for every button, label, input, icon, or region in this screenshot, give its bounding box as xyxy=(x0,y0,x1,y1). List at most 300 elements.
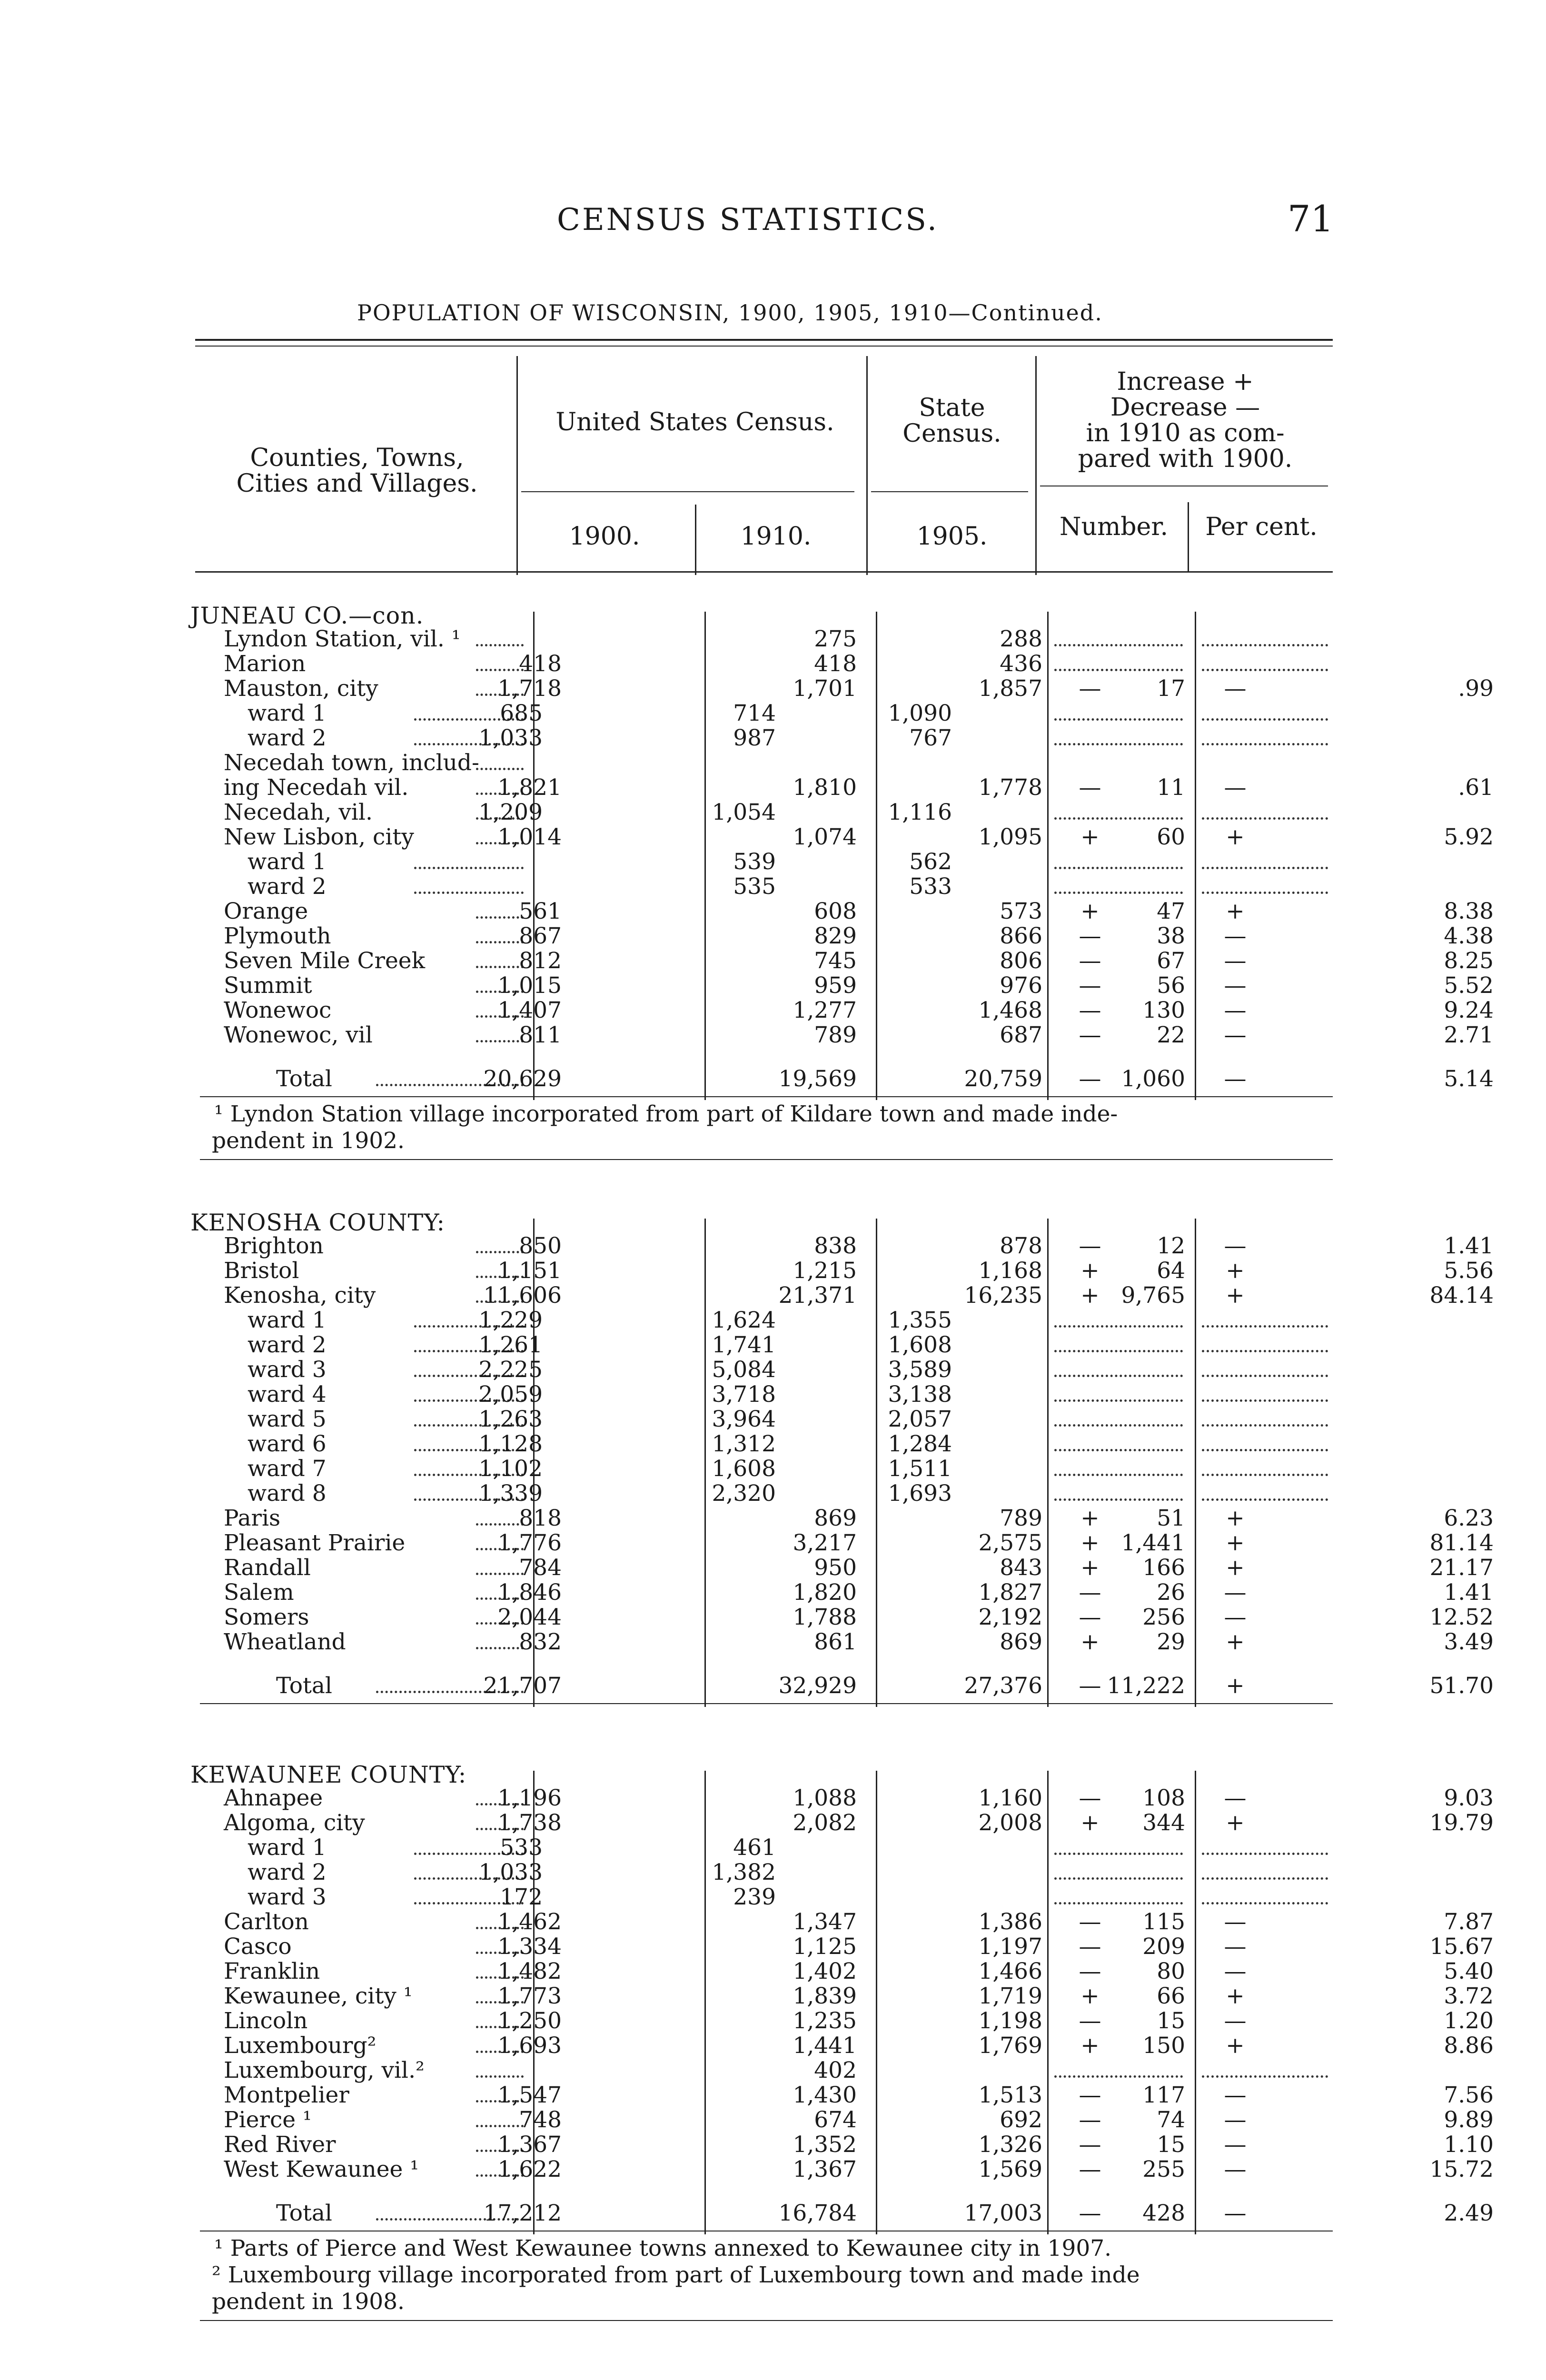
header-divider-4 xyxy=(695,505,696,575)
table-row xyxy=(0,1580,1546,1605)
table-row xyxy=(0,1308,1546,1333)
leader-dots xyxy=(476,2075,524,2078)
table-row xyxy=(0,1333,1546,1358)
place-name: Salem xyxy=(224,1579,294,1606)
change-sign: — xyxy=(1079,2082,1101,2108)
change-number: 17 xyxy=(1157,675,1185,702)
change-percent: 4.38 xyxy=(1444,923,1494,949)
value-1910: 1,382 xyxy=(712,1859,776,1885)
header-mid-rule-2 xyxy=(871,491,1028,492)
change-sign: — xyxy=(1079,1958,1101,1984)
change-sign: — xyxy=(1079,2008,1101,2034)
place-name: ward 3 xyxy=(248,1884,327,1910)
value-1910: 418 xyxy=(814,651,857,677)
value-1905: 562 xyxy=(909,849,952,875)
value-1905: 1,386 xyxy=(978,1909,1042,1935)
change-percent: 1.10 xyxy=(1444,2132,1494,2158)
table-row xyxy=(0,2009,1546,2033)
change-percent: 9.24 xyxy=(1444,997,1494,1023)
change-percent: 8.86 xyxy=(1444,2033,1494,2059)
change-number: 130 xyxy=(1142,997,1185,1023)
increase-dots xyxy=(1054,1424,1183,1427)
change-percent: 15.67 xyxy=(1429,1934,1494,1960)
increase-dots xyxy=(1054,1474,1183,1476)
leader-dots xyxy=(476,1523,524,1526)
percent-dots xyxy=(1202,1498,1328,1501)
table-row xyxy=(0,1605,1546,1630)
total-percent: 2.49 xyxy=(1444,2200,1494,2226)
value-1910: 1,235 xyxy=(793,2008,857,2034)
percent-sign: + xyxy=(1226,1505,1245,1531)
place-name: Red River xyxy=(224,2132,336,2158)
place-name: ward 1 xyxy=(248,1307,327,1333)
value-1905: 1,197 xyxy=(978,1934,1042,1960)
value-1910: 1,125 xyxy=(793,1934,857,1960)
place-name: Somers xyxy=(224,1604,309,1630)
table-row xyxy=(0,1283,1546,1308)
table-row xyxy=(0,2157,1546,2182)
value-1900: 867 xyxy=(519,923,562,949)
value-1905: 866 xyxy=(1000,923,1042,949)
value-1910: 1,088 xyxy=(793,1785,857,1811)
value-1900: 1,462 xyxy=(497,1909,562,1935)
value-1900: 1,718 xyxy=(497,675,562,702)
percent-dots xyxy=(1202,1399,1328,1402)
table-row xyxy=(0,1382,1546,1407)
value-1900: 1,015 xyxy=(497,972,562,999)
value-1910: 402 xyxy=(814,2057,857,2083)
place-name: Summit xyxy=(224,972,312,999)
table-row xyxy=(0,1934,1546,1959)
leader-dots xyxy=(476,966,524,968)
value-1905: 1,095 xyxy=(978,824,1042,850)
value-1905: 1,090 xyxy=(888,700,952,726)
table-row xyxy=(0,1835,1546,1860)
table-row xyxy=(0,1860,1546,1885)
total-1905: 27,376 xyxy=(964,1673,1042,1699)
change-sign: — xyxy=(1079,1909,1101,1935)
change-number: 1,441 xyxy=(1121,1530,1185,1556)
total-1900: 17,212 xyxy=(483,2200,562,2226)
table-row xyxy=(0,1984,1546,2009)
value-1905: 436 xyxy=(1000,651,1042,677)
change-percent: .61 xyxy=(1458,774,1494,801)
value-1910: 1,402 xyxy=(793,1958,857,1984)
change-percent: 8.38 xyxy=(1444,898,1494,924)
change-number: 38 xyxy=(1157,923,1185,949)
increase-dots xyxy=(1054,743,1183,745)
change-sign: + xyxy=(1080,1258,1100,1284)
leader-dots xyxy=(476,644,524,646)
change-percent: 5.92 xyxy=(1444,824,1494,850)
percent-dots xyxy=(1202,743,1328,745)
total-sign: — xyxy=(1079,1066,1101,1092)
value-1900: 1,367 xyxy=(497,2132,562,2158)
place-name: Algoma, city xyxy=(224,1810,365,1836)
percent-sign: + xyxy=(1226,1810,1245,1836)
value-1910: 1,347 xyxy=(793,1909,857,1935)
change-percent: 5.56 xyxy=(1444,1258,1494,1284)
change-number: 166 xyxy=(1142,1555,1185,1581)
table-row xyxy=(0,1531,1546,1556)
change-number: 344 xyxy=(1142,1810,1185,1836)
value-1905: 2,057 xyxy=(888,1406,952,1432)
change-number: 11 xyxy=(1157,774,1185,801)
value-1910: 1,624 xyxy=(712,1307,776,1333)
value-1900: 533 xyxy=(500,1835,543,1861)
change-percent: 7.56 xyxy=(1444,2082,1494,2108)
place-name: ward 2 xyxy=(248,1859,327,1885)
value-1900: 1,693 xyxy=(497,2033,562,2059)
change-percent: 3.49 xyxy=(1444,1629,1494,1655)
change-percent: 8.25 xyxy=(1444,948,1494,974)
percent-dots xyxy=(1202,892,1328,894)
value-1905: 2,008 xyxy=(978,1810,1042,1836)
percent-sign: + xyxy=(1226,1530,1245,1556)
value-1900: 561 xyxy=(519,898,562,924)
table-row xyxy=(0,1432,1546,1457)
percent-sign: — xyxy=(1224,1022,1247,1048)
change-number: 47 xyxy=(1157,898,1185,924)
change-sign: + xyxy=(1080,1810,1100,1836)
table-title: POPULATION OF WISCONSIN, 1900, 1905, 1910—Continued. xyxy=(357,300,1103,326)
value-1910: 745 xyxy=(814,948,857,974)
leader-dots xyxy=(476,941,524,943)
table-row xyxy=(0,1556,1546,1580)
percent-sign: — xyxy=(1224,2132,1247,2158)
percent-dots xyxy=(1202,669,1328,671)
leader-dots xyxy=(414,867,524,869)
header-divider-5 xyxy=(1188,502,1189,573)
table-row xyxy=(0,874,1546,899)
percent-sign: + xyxy=(1226,2033,1245,2059)
percent-sign: — xyxy=(1224,1909,1247,1935)
table-row xyxy=(0,1506,1546,1531)
value-1905: 3,138 xyxy=(888,1381,952,1408)
change-sign: + xyxy=(1080,1629,1100,1655)
place-name: Bristol xyxy=(224,1258,299,1284)
table-row xyxy=(0,2033,1546,2058)
value-1910: 861 xyxy=(814,1629,857,1655)
value-1910: 1,277 xyxy=(793,997,857,1023)
footnote-end-rule xyxy=(200,2320,1333,2321)
place-name: Franklin xyxy=(224,1958,320,1984)
value-1905: 3,589 xyxy=(888,1357,952,1383)
value-1905: 687 xyxy=(1000,1022,1042,1048)
increase-dots xyxy=(1054,1325,1183,1328)
change-sign: — xyxy=(1079,997,1101,1023)
change-number: 56 xyxy=(1157,972,1185,999)
header-divider-2 xyxy=(866,356,868,575)
value-1905: 767 xyxy=(909,725,952,751)
header-bottom-rule xyxy=(195,571,1333,573)
value-1910: 987 xyxy=(733,725,776,751)
percent-sign: — xyxy=(1224,774,1247,801)
percent-dots xyxy=(1202,718,1328,721)
value-1910: 1,430 xyxy=(793,2082,857,2108)
value-1905: 1,511 xyxy=(888,1456,952,1482)
place-name: Wonewoc, vil xyxy=(224,1022,373,1048)
value-1910: 1,054 xyxy=(712,799,776,825)
increase-dots xyxy=(1054,669,1183,671)
change-percent: 9.89 xyxy=(1444,2107,1494,2133)
value-1900: 2,044 xyxy=(497,1604,562,1630)
value-1910: 1,608 xyxy=(712,1456,776,1482)
percent-sign: + xyxy=(1226,898,1245,924)
table-row xyxy=(0,1910,1546,1934)
percent-sign: — xyxy=(1224,1934,1247,1960)
leader-dots xyxy=(476,1573,524,1575)
place-name: Orange xyxy=(224,898,308,924)
change-sign: + xyxy=(1080,1983,1100,2009)
value-1905: 1,198 xyxy=(978,2008,1042,2034)
running-head: CENSUS STATISTICS. xyxy=(557,202,939,238)
value-1900: 1,261 xyxy=(478,1332,543,1358)
change-number: 67 xyxy=(1157,948,1185,974)
place-name: Brighton xyxy=(224,1233,324,1259)
table-row xyxy=(0,800,1546,825)
place-name: Necedah town, includ- xyxy=(224,750,479,776)
total-label: Total xyxy=(276,2200,332,2226)
value-1910: 789 xyxy=(814,1022,857,1048)
table-row xyxy=(0,1630,1546,1655)
table-row xyxy=(0,2108,1546,2132)
col-head-increase xyxy=(1042,369,1328,472)
table-row xyxy=(0,676,1546,701)
change-sign: — xyxy=(1079,675,1101,702)
value-1910: 1,215 xyxy=(793,1258,857,1284)
total-label: Total xyxy=(276,1673,332,1699)
change-percent: 9.03 xyxy=(1444,1785,1494,1811)
value-1900: 1,263 xyxy=(478,1406,543,1432)
footnote: ¹ Parts of Pierce and West Kewaunee towns annexed to Kewaunee city in 1907. xyxy=(214,2235,1112,2261)
percent-dots xyxy=(1202,1424,1328,1427)
change-percent: 12.52 xyxy=(1429,1604,1494,1630)
value-1905: 1,719 xyxy=(978,1983,1042,2009)
place-name: Lincoln xyxy=(224,2008,308,2034)
place-name: Kewaunee, city ¹ xyxy=(224,1983,413,2009)
header-divider-3 xyxy=(1035,356,1037,575)
leader-dots xyxy=(414,892,524,894)
change-percent: 3.72 xyxy=(1444,1983,1494,2009)
total-1910: 32,929 xyxy=(778,1673,857,1699)
value-1900: 812 xyxy=(519,948,562,974)
percent-dots xyxy=(1202,1375,1328,1377)
value-1905: 288 xyxy=(1000,626,1042,652)
col-head-state-census xyxy=(873,395,1031,446)
place-name: Wonewoc xyxy=(224,997,332,1023)
change-sign: — xyxy=(1079,1579,1101,1606)
value-1900: 850 xyxy=(519,1233,562,1259)
value-1900: 1,482 xyxy=(497,1958,562,1984)
change-number: 150 xyxy=(1142,2033,1185,2059)
value-1900: 2,225 xyxy=(478,1357,543,1383)
percent-dots xyxy=(1202,1877,1328,1880)
percent-sign: + xyxy=(1226,824,1245,850)
value-1905: 789 xyxy=(1000,1505,1042,1531)
total-row xyxy=(0,1674,1546,1698)
change-percent: 7.87 xyxy=(1444,1909,1494,1935)
change-sign: — xyxy=(1079,923,1101,949)
increase-dots xyxy=(1054,1399,1183,1402)
change-sign: + xyxy=(1080,824,1100,850)
value-1905: 1,168 xyxy=(978,1258,1042,1284)
value-1910: 1,367 xyxy=(793,2156,857,2182)
section-end-rule xyxy=(200,1703,1333,1704)
page-number: 71 xyxy=(1288,198,1334,240)
footnote: ¹ Lyndon Station village incorporated from part of Kildare town and made inde- xyxy=(214,1101,1118,1127)
value-1910: 714 xyxy=(733,700,776,726)
value-1905: 573 xyxy=(1000,898,1042,924)
value-1900: 1,738 xyxy=(497,1810,562,1836)
change-sign: + xyxy=(1080,1282,1100,1309)
value-1900: 1,821 xyxy=(497,774,562,801)
change-sign: + xyxy=(1080,898,1100,924)
total-row xyxy=(0,1067,1546,1091)
col-head-inc-line1: Increase + xyxy=(1117,367,1254,396)
percent-dots xyxy=(1202,867,1328,869)
value-1905: 878 xyxy=(1000,1233,1042,1259)
place-name: Montpelier xyxy=(224,2082,349,2108)
change-number: 29 xyxy=(1157,1629,1185,1655)
change-number: 209 xyxy=(1142,1934,1185,1960)
total-percent: 51.70 xyxy=(1429,1673,1494,1699)
percent-sign: — xyxy=(1224,2156,1247,2182)
table-row xyxy=(0,726,1546,751)
total-sign: — xyxy=(1079,1673,1101,1699)
percent-sign: — xyxy=(1224,1958,1247,1984)
value-1900: 2,059 xyxy=(478,1381,543,1408)
change-percent: 81.14 xyxy=(1429,1530,1494,1556)
col-head-state-line1: State xyxy=(919,394,985,422)
place-name: ward 7 xyxy=(248,1456,327,1482)
value-1910: 239 xyxy=(733,1884,776,1910)
total-percent-sign: — xyxy=(1224,2200,1247,2226)
value-1910: 535 xyxy=(733,873,776,900)
value-1905: 806 xyxy=(1000,948,1042,974)
change-percent: 2.71 xyxy=(1444,1022,1494,1048)
change-sign: — xyxy=(1079,1233,1101,1259)
value-1910: 2,082 xyxy=(793,1810,857,1836)
header-top-rule-2 xyxy=(195,346,1333,347)
value-1905: 1,160 xyxy=(978,1785,1042,1811)
table-row xyxy=(0,973,1546,998)
value-1905: 2,575 xyxy=(978,1530,1042,1556)
table-row xyxy=(0,1407,1546,1432)
percent-sign: — xyxy=(1224,948,1247,974)
total-1900: 20,629 xyxy=(483,1066,562,1092)
table-row xyxy=(0,924,1546,949)
percent-dots xyxy=(1202,1350,1328,1352)
value-1905: 1,569 xyxy=(978,2156,1042,2182)
place-name: Casco xyxy=(224,1934,292,1960)
change-percent: 6.23 xyxy=(1444,1505,1494,1531)
value-1910: 1,312 xyxy=(712,1431,776,1457)
leader-dots xyxy=(476,916,524,919)
change-number: 9,765 xyxy=(1121,1282,1185,1309)
change-percent: 1.20 xyxy=(1444,2008,1494,2034)
change-sign: — xyxy=(1079,1934,1101,1960)
place-name: Kenosha, city xyxy=(224,1282,376,1309)
value-1910: 1,701 xyxy=(793,675,857,702)
table-row xyxy=(0,1481,1546,1506)
leader-dots xyxy=(476,768,524,770)
place-name: ward 4 xyxy=(248,1381,327,1408)
value-1910: 539 xyxy=(733,849,776,875)
percent-sign: — xyxy=(1224,1579,1247,1606)
value-1905: 976 xyxy=(1000,972,1042,999)
percent-dots xyxy=(1202,1853,1328,1855)
value-1905: 1,466 xyxy=(978,1958,1042,1984)
value-1910: 5,084 xyxy=(712,1357,776,1383)
total-number: 1,060 xyxy=(1121,1066,1185,1092)
change-sign: + xyxy=(1080,1530,1100,1556)
percent-sign: + xyxy=(1226,1282,1245,1309)
value-1900: 1,339 xyxy=(478,1480,543,1507)
value-1910: 1,788 xyxy=(793,1604,857,1630)
percent-sign: — xyxy=(1224,1604,1247,1630)
table-row xyxy=(0,825,1546,850)
value-1905: 1,355 xyxy=(888,1307,952,1333)
table-row xyxy=(0,1457,1546,1481)
place-name: ward 6 xyxy=(248,1431,327,1457)
change-percent: 5.40 xyxy=(1444,1958,1494,1984)
value-1900: 172 xyxy=(500,1884,543,1910)
change-number: 66 xyxy=(1157,1983,1185,2009)
value-1900: 418 xyxy=(519,651,562,677)
place-name: Wheatland xyxy=(224,1629,346,1655)
value-1900: 1,547 xyxy=(497,2082,562,2108)
table-row xyxy=(0,627,1546,652)
change-number: 15 xyxy=(1157,2132,1185,2158)
value-1910: 838 xyxy=(814,1233,857,1259)
place-name: New Lisbon, city xyxy=(224,824,414,850)
percent-sign: + xyxy=(1226,1258,1245,1284)
increase-dots xyxy=(1054,2075,1183,2078)
increase-dots xyxy=(1054,867,1183,869)
percent-sign: — xyxy=(1224,2107,1247,2133)
footnote-end-rule xyxy=(200,1159,1333,1160)
value-1900: 1,250 xyxy=(497,2008,562,2034)
section-end-rule xyxy=(200,1096,1333,1097)
change-sign: — xyxy=(1079,774,1101,801)
place-name: Necedah, vil. xyxy=(224,799,373,825)
change-number: 117 xyxy=(1142,2082,1185,2108)
total-1905: 20,759 xyxy=(964,1066,1042,1092)
change-sign: — xyxy=(1079,972,1101,999)
place-name: ing Necedah vil. xyxy=(224,774,409,801)
increase-dots xyxy=(1054,817,1183,820)
section-title: KEWAUNEE COUNTY: xyxy=(190,1761,467,1788)
table-row xyxy=(0,850,1546,874)
place-name: ward 2 xyxy=(248,1332,327,1358)
value-1905: 533 xyxy=(909,873,952,900)
place-name: ward 3 xyxy=(248,1357,327,1383)
percent-sign: — xyxy=(1224,675,1247,702)
value-1900: 784 xyxy=(519,1555,562,1581)
value-1900: 1,334 xyxy=(497,1934,562,1960)
col-head-us-census: United States Census. xyxy=(555,408,834,436)
percent-sign: + xyxy=(1226,1629,1245,1655)
value-1900: 11,606 xyxy=(483,1282,562,1309)
change-sign: + xyxy=(1080,1555,1100,1581)
value-1910: 829 xyxy=(814,923,857,949)
place-name: ward 5 xyxy=(248,1406,327,1432)
total-1910: 19,569 xyxy=(778,1066,857,1092)
change-number: 74 xyxy=(1157,2107,1185,2133)
percent-dots xyxy=(1202,1449,1328,1451)
value-1910: 869 xyxy=(814,1505,857,1531)
